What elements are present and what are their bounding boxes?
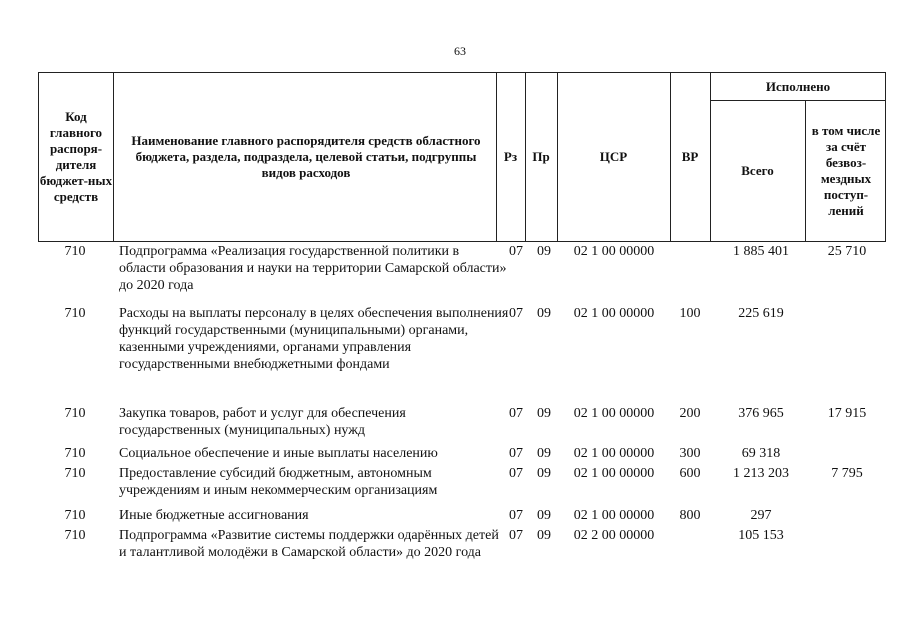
- cell-free: 17 915: [827, 406, 867, 421]
- table-header: [38, 72, 886, 242]
- cell-code: 710: [64, 306, 86, 321]
- cell-vr: 300: [679, 446, 701, 461]
- header-rz: Рз: [503, 149, 518, 164]
- cell-rz: 07: [509, 244, 523, 259]
- column-divider: [805, 101, 806, 241]
- cell-pr: 09: [537, 244, 551, 259]
- cell-vr: 200: [679, 406, 701, 421]
- cell-code: 710: [64, 244, 86, 259]
- cell-code: 710: [64, 466, 86, 481]
- header-name: Наименование главного распорядителя средств областного бюджета, раздела, подраздела, целевой статьи, подгруппы видов расходов: [131, 133, 481, 180]
- header-code: Код главного распоря-дителя бюджет-ных средств: [39, 109, 113, 204]
- cell-free: 7 795: [831, 466, 863, 481]
- cell-pr: 09: [537, 306, 551, 321]
- cell-name: Подпрограмма «Развитие системы поддержки одарённых детей и талантливой молодёжи в Самарской области» до 2020 года: [119, 528, 499, 560]
- cell-total: 1 213 203: [733, 466, 789, 481]
- cell-pr: 09: [537, 466, 551, 481]
- cell-rz: 07: [509, 446, 523, 461]
- cell-name: Расходы на выплаты персоналу в целях обеспечения выполнения функций государственными (муниципальными) органами, казенными учреждениями, органами управления государственными внебюджетными фондами: [119, 306, 509, 372]
- cell-code: 710: [64, 406, 86, 421]
- cell-csr: 02 1 00 00000: [573, 466, 655, 481]
- cell-code: 710: [64, 446, 86, 461]
- cell-name: Подпрограмма «Реализация государственной политики в области образования и науки на территории Самарской области» до 2020 года: [119, 244, 507, 293]
- cell-total: 297: [750, 508, 772, 523]
- cell-csr: 02 1 00 00000: [573, 508, 655, 523]
- cell-code: 710: [64, 508, 86, 523]
- cell-total: 225 619: [738, 306, 784, 321]
- cell-pr: 09: [537, 508, 551, 523]
- cell-total: 105 153: [738, 528, 784, 543]
- header-csr: ЦСР: [599, 149, 628, 164]
- cell-pr: 09: [537, 528, 551, 543]
- cell-vr: 600: [679, 466, 701, 481]
- cell-pr: 09: [537, 446, 551, 461]
- header-free: в том числе за счёт безвоз-мездных поступ-лений: [811, 123, 881, 218]
- header-executed: Исполнено: [765, 78, 831, 94]
- cell-rz: 07: [509, 508, 523, 523]
- cell-vr: 800: [679, 508, 701, 523]
- cell-vr: 100: [679, 306, 701, 321]
- cell-rz: 07: [509, 306, 523, 321]
- cell-name: Закупка товаров, работ и услуг для обеспечения государственных (муниципальных) нужд: [119, 406, 406, 438]
- cell-free: 25 710: [827, 244, 867, 259]
- cell-total: 376 965: [738, 406, 784, 421]
- cell-rz: 07: [509, 466, 523, 481]
- cell-total: 69 318: [741, 446, 781, 461]
- cell-rz: 07: [509, 528, 523, 543]
- cell-csr: 02 1 00 00000: [573, 406, 655, 421]
- cell-name: Социальное обеспечение и иные выплаты населению: [119, 446, 438, 461]
- cell-total: 1 885 401: [733, 244, 789, 259]
- header-total: Всего: [741, 163, 774, 178]
- cell-csr: 02 1 00 00000: [573, 446, 655, 461]
- cell-csr: 02 1 00 00000: [573, 306, 655, 321]
- cell-name: Предоставление субсидий бюджетным, автономным учреждениям и иным некоммерческим организациям: [119, 466, 438, 498]
- cell-csr: 02 2 00 00000: [573, 528, 655, 543]
- page-number: 63: [454, 44, 466, 58]
- cell-rz: 07: [509, 406, 523, 421]
- cell-csr: 02 1 00 00000: [573, 244, 655, 259]
- header-vr: ВР: [681, 149, 699, 164]
- cell-pr: 09: [537, 406, 551, 421]
- cell-code: 710: [64, 528, 86, 543]
- header-pr: Пр: [532, 149, 550, 164]
- cell-name: Иные бюджетные ассигнования: [119, 508, 309, 523]
- column-divider: [113, 73, 114, 241]
